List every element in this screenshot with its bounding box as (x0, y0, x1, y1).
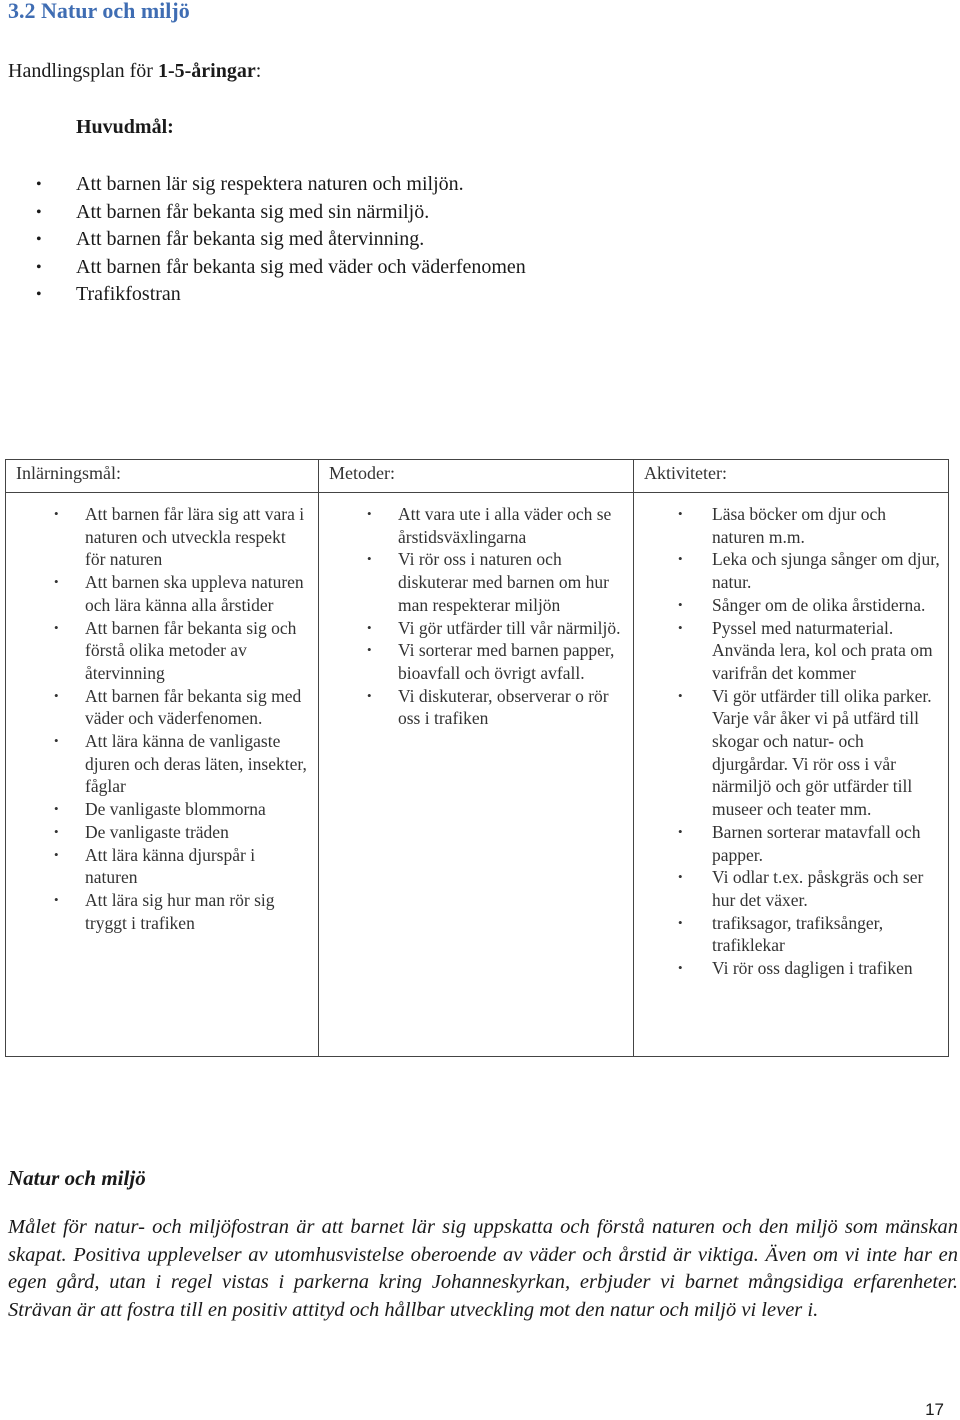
list-item: • Att lära känna djurspår i naturen (6, 844, 318, 889)
list-item: • Vi gör utfärder till vår närmiljö. (319, 617, 633, 640)
plan-title-suffix: : (255, 60, 262, 82)
main-goal-item: • Trafikfostran (30, 281, 526, 309)
plan-title-prefix: Handlingsplan för (8, 60, 158, 82)
list-item: • Vi sorterar med barnen papper, bioavfall och övrigt avfall. (319, 639, 633, 684)
header-cell-learning-goals: Inlärningsmål: (6, 460, 319, 493)
list-item: • Att barnen får bekanta sig med väder och väderfenomen. (6, 685, 318, 730)
table-body-row (6, 493, 949, 1057)
main-goal-item: • Att barnen får bekanta sig med återvinning. (30, 226, 526, 254)
list-item: • De vanligaste träden (6, 821, 318, 844)
list-item: • Leka och sjunga sånger om djur, natur. (634, 548, 948, 593)
list-item: • Att lära sig hur man rör sig tryggt i trafiken (6, 889, 318, 934)
main-goal-item: • Att barnen lär sig respektera naturen och miljön. (30, 171, 526, 199)
main-goals-list (30, 171, 526, 309)
header-cell-activities: Aktiviteter: (634, 460, 949, 493)
list-item: • De vanligaste blommorna (6, 798, 318, 821)
activities-cell (634, 493, 949, 1057)
list-item: • Sånger om de olika årstiderna. (634, 594, 948, 617)
methods-list (319, 493, 633, 740)
list-item: • Pyssel med naturmaterial. Använda lera, kol och prata om varifrån det kommer (634, 617, 948, 685)
learning-goals-cell (6, 493, 319, 1057)
activities-list (634, 493, 948, 990)
list-item: • Vi rör oss i naturen och diskuterar med barnen om hur man respekterar miljön (319, 548, 633, 616)
main-goal-item: • Att barnen får bekanta sig med sin närmiljö. (30, 199, 526, 227)
table-header-row (6, 460, 949, 493)
list-item: • Att lära känna de vanligaste djuren och deras läten, insekter, fåglar (6, 730, 318, 798)
section-paragraph: Målet för natur- och miljöfostran är att barnet lär sig uppskatta och förstå naturen och den miljö som mänskan skapat. Positiva upplevelser av utomhusvistelse oberoende av väder och årstid är viktiga. Även om vi inte har en egen gård, utan i regel vistas i parkerna kring Johanneskyrkan, erbjuder vi barnet mångsidiga erfarenheter. Strävan är att fostra till en positiv attityd och hållbar utveckling mot den natur och miljö vi lever i. (8, 1216, 958, 1321)
list-item: • Att vara ute i alla väder och se årstidsväxlingarna (319, 503, 633, 548)
plan-title-age: 1-5-åringar (157, 60, 256, 82)
list-item: • Vi diskuterar, observerar o rör oss i trafiken (319, 685, 633, 730)
list-item: • Att barnen får bekanta sig och förstå olika metoder av återvinning (6, 617, 318, 685)
action-plan-table (5, 459, 949, 1057)
list-item: • Vi rör oss dagligen i trafiken (634, 957, 948, 980)
list-item: • Att barnen ska uppleva naturen och lära känna alla årstider (6, 571, 318, 616)
learning-goals-list (6, 493, 318, 944)
methods-cell (319, 493, 634, 1057)
section-title: Natur och miljö (8, 1166, 146, 1190)
header-cell-methods: Metoder: (319, 460, 634, 493)
list-item: • Läsa böcker om djur och naturen m.m. (634, 503, 948, 548)
list-item: • Barnen sorterar matavfall och papper. (634, 821, 948, 866)
list-item: • trafiksagor, trafiksånger, trafiklekar (634, 912, 948, 957)
page-heading: 3.2 Natur och miljö (8, 0, 190, 23)
plan-title (8, 60, 261, 83)
list-item: • Vi gör utfärder till olika parker. Varje vår åker vi på utfärd till skogar och natur- och djurgårdar. Vi rör oss i vår närmiljö och gör utfärder till museer och teater mm. (634, 685, 948, 821)
list-item: • Vi odlar t.ex. påskgräs och ser hur det växer. (634, 866, 948, 911)
page-number: 17 (925, 1400, 944, 1419)
main-goals-title: Huvudmål: (76, 116, 174, 138)
list-item: • Att barnen får lära sig att vara i naturen och utveckla respekt för naturen (6, 503, 318, 571)
main-goal-item: • Att barnen får bekanta sig med väder och väderfenomen (30, 254, 526, 282)
